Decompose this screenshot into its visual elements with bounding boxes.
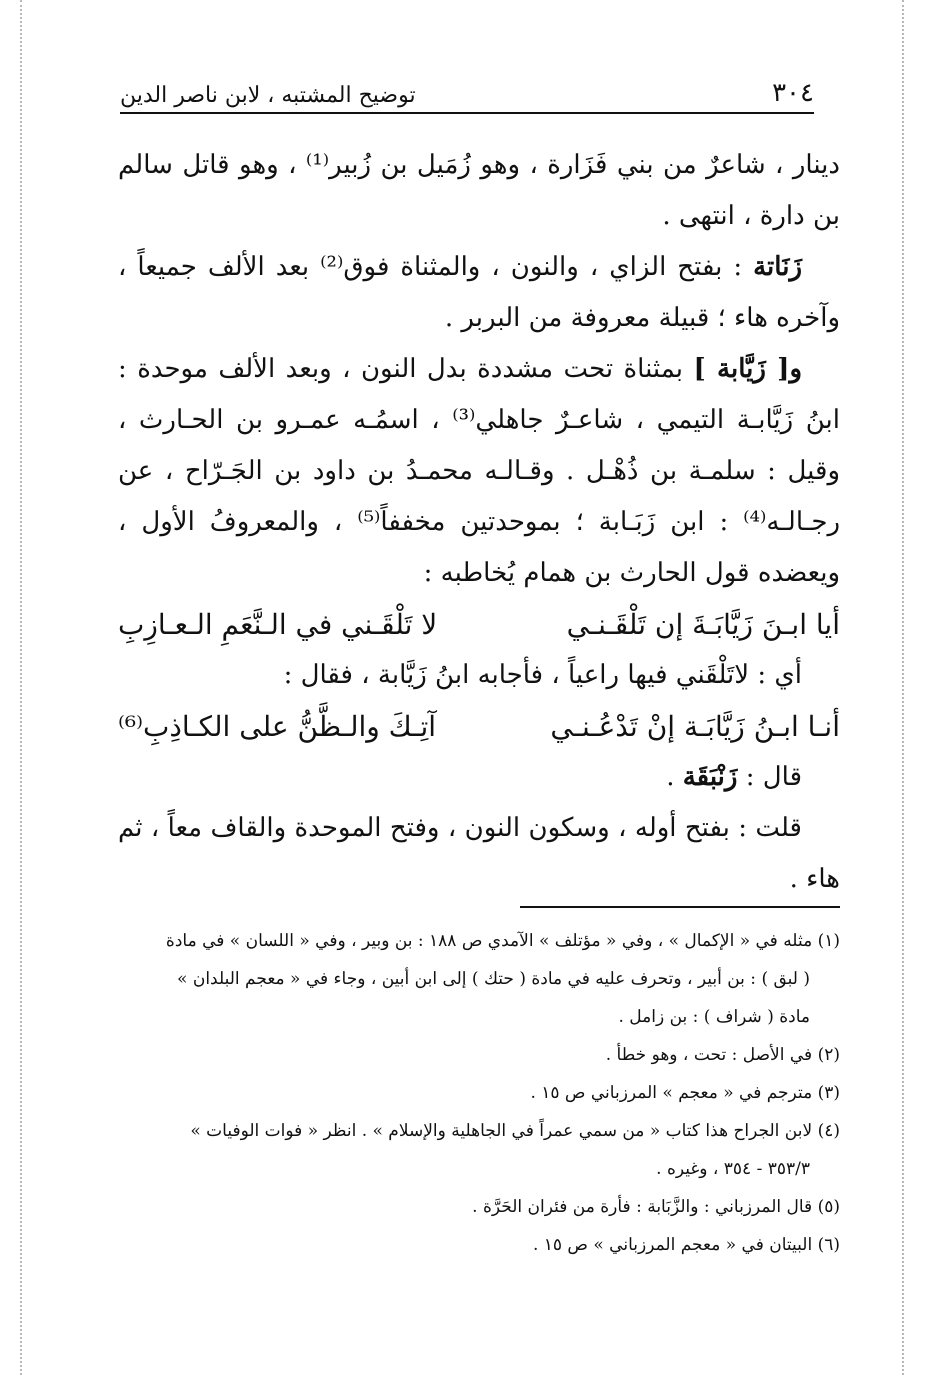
verse-line-2 (118, 701, 840, 752)
paragraph-3 (118, 344, 840, 599)
entry-label: قال : (737, 762, 802, 792)
paragraph-4: أي : لاتَلْقَني فيها راعياً ، فأجابه ابنُ زَيَّابة ، فقال : (283, 660, 802, 690)
verse-hemistich-first: أيا ابـنَ زَيَّابَـةَ إن تَلْقَـنـي (566, 608, 840, 641)
footnote-1-cont: مادة ( شراف ) : بن زامل . (618, 1007, 810, 1027)
footnote-1: (١) مثله في « الإكمال » ، وفي « مؤتلف » الآمدي ص ١٨٨ : بن وبير ، وفي « اللسان » في مادة (165, 931, 840, 951)
paragraph-1: دينار ، شاعرٌ من بني فَزَارة ، وهو زُمَيل بن زُبير⁽¹⁾ ، وهو قاتل سالم بن دارة ، انتهى . (118, 150, 840, 231)
page-number: ٣٠٤ (772, 78, 814, 108)
footnote-4-cont: ٣٥٣/٣ - ٣٥٤ ، وغيره . (656, 1159, 810, 1179)
scan-margin-right (902, 0, 904, 1375)
verse-line-1 (118, 599, 840, 650)
running-title: توضيح المشتبه ، لابن ناصر الدين (120, 83, 416, 108)
verse-hemistich-first: أنـا ابـنُ زَيَّابَـة إنْ تَدْعُـنـي (550, 710, 840, 743)
verse-hemistich-second: لا تَلْقَـني في الـنَّعَمِ الـعـازِبِ (118, 608, 438, 641)
paragraph-5 (118, 752, 840, 803)
main-text (118, 140, 840, 905)
footnote-6: (٦) البيتان في « معجم المرزباني » ص ١٥ . (532, 1235, 840, 1255)
footnote-2: (٢) في الأصل : تحت ، وهو خطأ . (605, 1045, 840, 1065)
entry-text: . (666, 762, 683, 792)
footnote-rule (520, 906, 840, 908)
footnote-4: (٤) لابن الجراح هذا كتاب « من سمي عمراً في الجاهلية والإسلام » . انظر « فوات الوفيات » (190, 1121, 840, 1141)
entry-headword: زَنَاتة (753, 252, 802, 282)
entry-text: بمثناة تحت مشددة بدل النون ، وبعد الألف موحدة : ابنُ زَيَّابـة التيمي ، شاعـرٌ جاهلي⁽³⁾ ، اسمُـه عمـرو بن الحـارث ، وقيل : سلمـة بن ذُهْـل . وقـالـه محمـدُ بن داود بن الجَـرّاح ، عن رجـالـه⁽⁴⁾ : ابن زَبَـابة ؛ بموحدتين مخففاً⁽⁵⁾ ، والمعروفُ الأول ، ويعضده قول الحارث بن همام يُخاطبه : (118, 354, 841, 588)
paragraph-2 (118, 242, 840, 344)
entry-headword: زَنْبَقَة (682, 762, 738, 792)
header-rule (120, 112, 814, 114)
footnote-3: (٣) مترجم في « معجم » المرزباني ص ١٥ . (530, 1083, 840, 1103)
paragraph-6: قلت : بفتح أوله ، وسكون النون ، وفتح الموحدة والقاف معاً ، ثم هاء . (118, 813, 840, 894)
entry-text: : بفتح الزاي ، والنون ، والمثناة فوق⁽²⁾ بعد الألف جميعاً ، وآخره هاء ؛ قبيلة معروفة من البربر . (118, 252, 840, 333)
footnote-1-cont: ( لبق ) : بن أبير ، وتحرف عليه في مادة ( حتك ) إلى ابن أبين ، وجاء في « معجم البلدان » (177, 969, 810, 989)
entry-headword: و[ زَيَّابة ] (693, 354, 802, 384)
scan-margin-left (20, 0, 22, 1375)
verse-hemistich-second: آتِـكَ والـظَّنُّ على الكـاذِبِ⁽⁶⁾ (118, 710, 437, 743)
footnotes (118, 922, 840, 1264)
footnote-5: (٥) قال المرزباني : والزَّبَابة : فأرة من فئران الحَرَّة . (472, 1197, 840, 1217)
page-header (120, 62, 814, 108)
